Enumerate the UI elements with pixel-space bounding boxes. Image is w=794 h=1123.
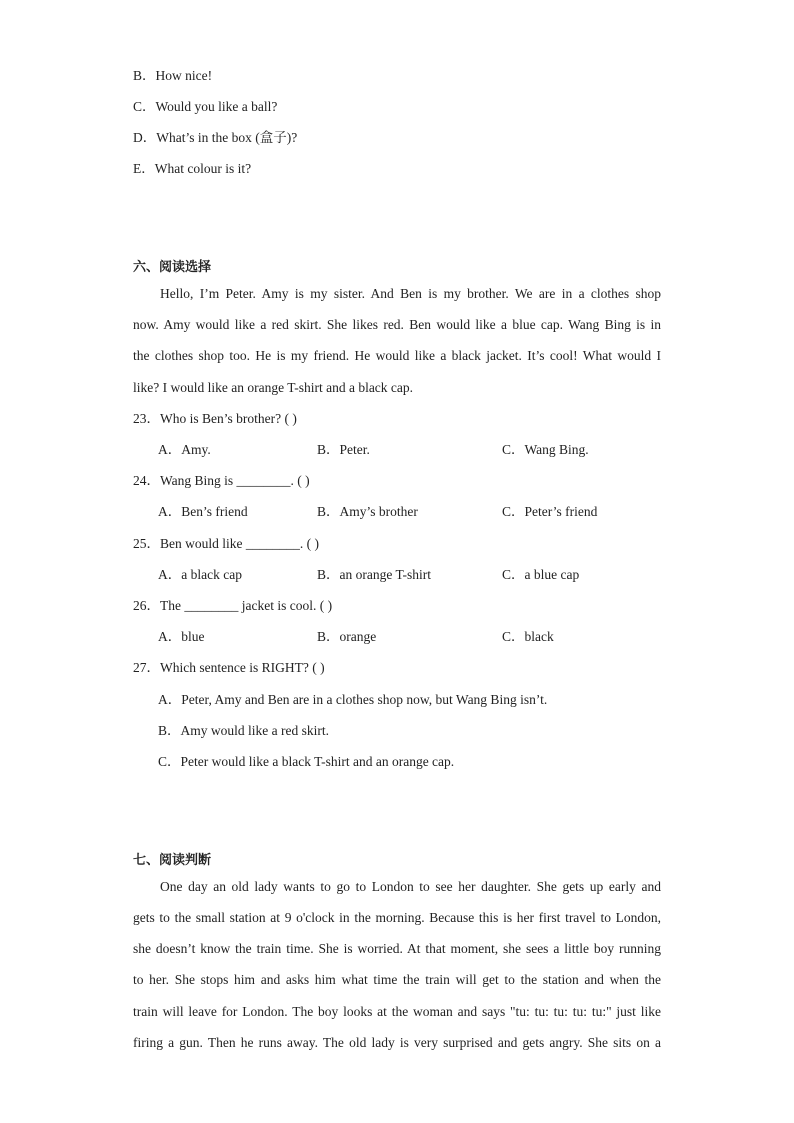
question-25-option-a: A．a black cap bbox=[158, 567, 242, 582]
question-24-option-b: B．Amy’s brother bbox=[317, 504, 418, 519]
passage-7-line-3: she doesn’t know the train time. She is worried. At that moment, she sees a little boy running bbox=[133, 941, 661, 956]
passage-6-line-3: the clothes shop too. He is my friend. He would like a black jacket. It’s cool! What would I bbox=[133, 348, 661, 363]
question-27-option-a: A．Peter, Amy and Ben are in a clothes shop now, but Wang Bing isn’t. bbox=[158, 692, 548, 707]
question-27-option-b: B．Amy would like a red skirt. bbox=[158, 723, 329, 738]
passage-6-line-1: Hello, I’m Peter. Amy is my sister. And Ben is my brother. We are in a clothes shop bbox=[160, 286, 661, 301]
question-24-option-c: C．Peter’s friend bbox=[502, 504, 598, 519]
question-26-option-b: B．orange bbox=[317, 629, 377, 644]
prev-option-e: E．What colour is it? bbox=[133, 161, 252, 176]
question-27-option-c: C．Peter would like a black T-shirt and an orange cap. bbox=[158, 754, 455, 769]
question-24-option-a: A．Ben’s friend bbox=[158, 504, 248, 519]
passage-7-line-5: train will leave for London. The boy looks at the woman and says "tu: tu: tu: tu: tu:" just like bbox=[133, 1004, 661, 1019]
passage-7-line-1: One day an old lady wants to go to London to see her daughter. She gets up early and bbox=[160, 879, 661, 894]
question-27-stem: 27．Which sentence is RIGHT? ( ) bbox=[133, 660, 325, 675]
passage-7-line-6: firing a gun. Then he runs away. The old lady is very surprised and gets angry. She sits on a bbox=[133, 1035, 661, 1050]
section-6-heading: 六、阅读选择 bbox=[133, 260, 212, 275]
passage-6-line-2: now. Amy would like a red skirt. She likes red. Ben would like a blue cap. Wang Bing is in bbox=[133, 317, 661, 332]
question-26-option-c: C．black bbox=[502, 629, 554, 644]
question-26-option-a: A．blue bbox=[158, 629, 205, 644]
prev-option-c: C．Would you like a ball? bbox=[133, 99, 278, 114]
question-25-option-b: B．an orange T-shirt bbox=[317, 567, 431, 582]
passage-7-line-2: gets to the small station at 9 o'clock in the morning. Because this is her first travel to London, bbox=[133, 910, 661, 925]
prev-option-b: B．How nice! bbox=[133, 68, 213, 83]
question-23-option-a: A．Amy. bbox=[158, 442, 211, 457]
passage-7-line-4: to her. She stops him and asks him what time the train will get to the station and when the bbox=[133, 972, 661, 987]
question-25-option-c: C．a blue cap bbox=[502, 567, 580, 582]
question-25-stem: 25．Ben would like ________. ( ) bbox=[133, 536, 319, 551]
question-23-option-b: B．Peter. bbox=[317, 442, 370, 457]
passage-6-line-4: like? I would like an orange T-shirt and a black cap. bbox=[133, 380, 414, 395]
question-23-stem: 23．Who is Ben’s brother? ( ) bbox=[133, 411, 297, 426]
prev-option-d: D．What’s in the box (盒子)? bbox=[133, 130, 298, 145]
section-7-heading: 七、阅读判断 bbox=[133, 853, 212, 868]
question-26-stem: 26．The ________ jacket is cool. ( ) bbox=[133, 598, 333, 613]
question-23-option-c: C．Wang Bing. bbox=[502, 442, 589, 457]
question-24-stem: 24．Wang Bing is ________. ( ) bbox=[133, 473, 310, 488]
